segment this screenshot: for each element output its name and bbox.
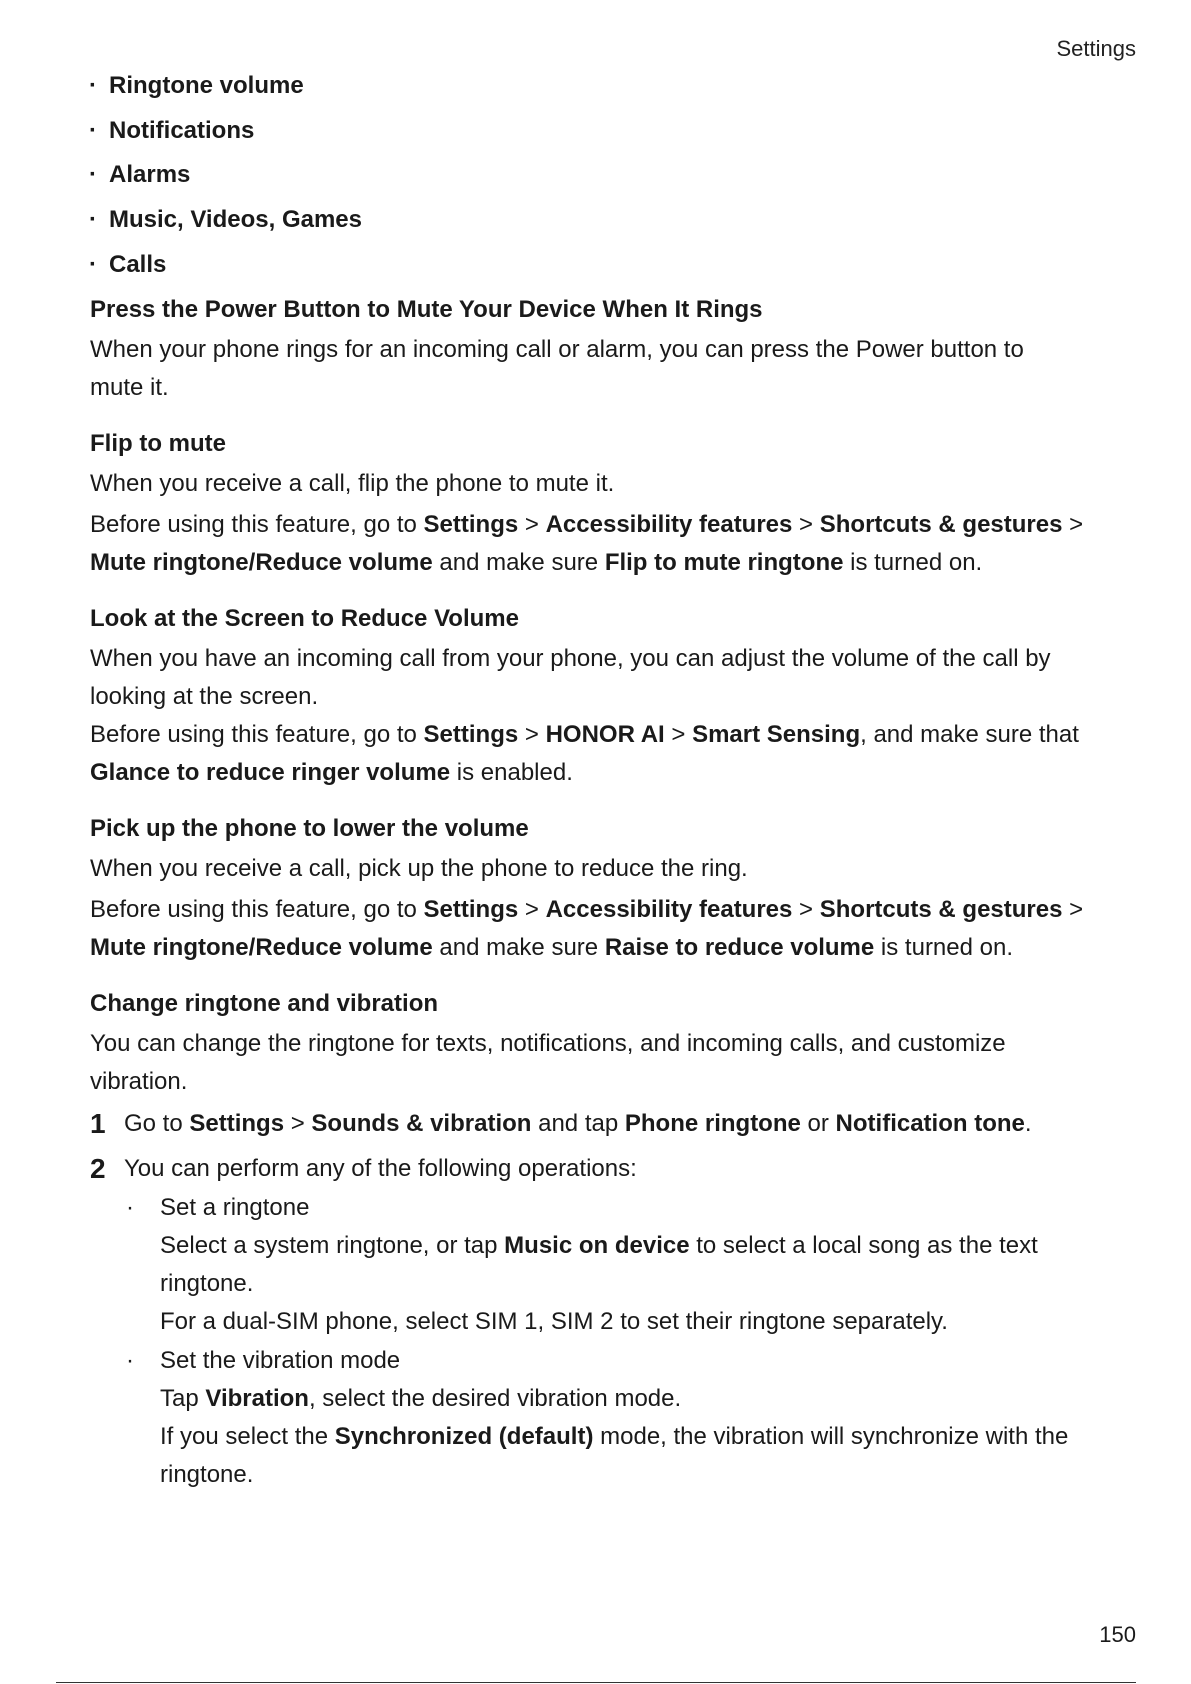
- list-item: · Ringtone volume: [90, 68, 362, 113]
- paragraph-power-button: When your phone rings for an incoming call or alarm, you can press the Power button to mute it.: [90, 336, 1024, 401]
- list-item: · Music, Videos, Games: [90, 202, 362, 247]
- running-header: Settings: [1056, 36, 1136, 61]
- sub-item-body: [160, 1342, 1130, 1494]
- section-heading-flip: Flip to mute: [90, 430, 226, 457]
- step-number: 2: [90, 1153, 106, 1184]
- step-text: Go to Settings > Sounds & vibration and tap Phone ringtone or Notification tone.: [124, 1110, 1032, 1137]
- paragraph-flip: When you receive a call, flip the phone to mute it.: [90, 470, 615, 497]
- section-heading-change: Change ringtone and vibration: [90, 990, 439, 1017]
- paragraph-look: When you have an incoming call from your phone, you can adjust the volume of the call by looking at the screen.: [90, 645, 1051, 710]
- step-number: 1: [90, 1108, 106, 1139]
- paragraph-flip-instructions: Before using this feature, go to Settings > Accessibility features > Shortcuts & gestures > Mute ringtone/Reduce volume and make sure Flip to mute ringtone is turned on.: [90, 511, 1084, 576]
- list-item: · Alarms: [90, 157, 362, 202]
- sub-item-text: For a dual-SIM phone, select SIM 1, SIM 2 to set their ringtone separately.: [160, 1308, 948, 1335]
- bullet-dot: ·: [126, 1194, 134, 1221]
- sub-item-body: [160, 1189, 1130, 1341]
- step-text: You can perform any of the following operations:: [124, 1155, 637, 1182]
- sub-item-text: Tap Vibration, select the desired vibration mode.: [160, 1385, 682, 1412]
- section-heading-power-button: Press the Power Button to Mute Your Device When It Rings: [90, 296, 763, 323]
- page-number: 150: [1099, 1622, 1136, 1647]
- paragraph-pickup: When you receive a call, pick up the phone to reduce the ring.: [90, 855, 748, 882]
- paragraph-pickup-instructions: Before using this feature, go to Settings > Accessibility features > Shortcuts & gestures > Mute ringtone/Reduce volume and make sure Raise to reduce volume is turned on.: [90, 896, 1084, 961]
- sub-item-title: Set a ringtone: [160, 1194, 310, 1221]
- volume-category-list: [90, 68, 362, 291]
- list-item: · Calls: [90, 247, 362, 292]
- sub-item-text: If you select the Synchronized (default) mode, the vibration will synchronize with the ringtone.: [160, 1423, 1069, 1488]
- paragraph-look-instructions: Before using this feature, go to Settings > HONOR AI > Smart Sensing, and make sure that Glance to reduce ringer volume is enabled.: [90, 721, 1079, 786]
- list-item: · Notifications: [90, 113, 362, 158]
- section-heading-look: Look at the Screen to Reduce Volume: [90, 605, 519, 632]
- sub-item-title: Set the vibration mode: [160, 1347, 401, 1374]
- section-heading-pickup: Pick up the phone to lower the volume: [90, 815, 529, 842]
- paragraph-change: You can change the ringtone for texts, notifications, and incoming calls, and customize vibration.: [90, 1030, 1006, 1095]
- bullet-dot: ·: [126, 1347, 134, 1374]
- footer-divider: [56, 1682, 1136, 1683]
- sub-item-text: Select a system ringtone, or tap Music on device to select a local song as the text ringtone.: [160, 1232, 1038, 1297]
